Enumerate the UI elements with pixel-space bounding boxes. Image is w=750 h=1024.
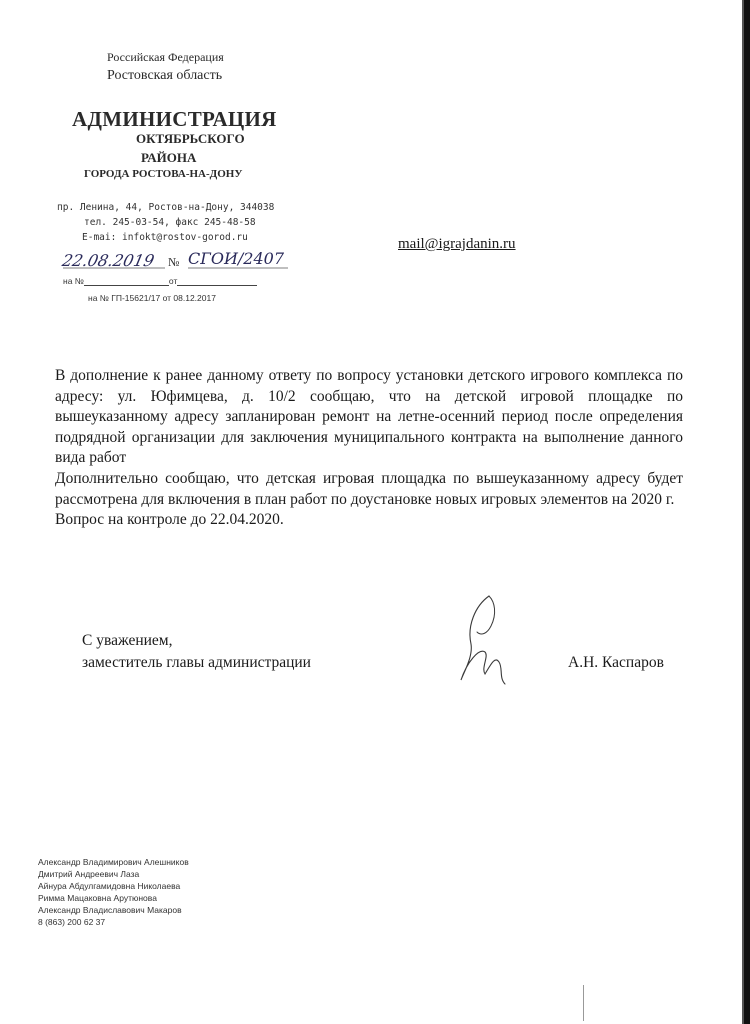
org-address: пр. Ленина, 44, Ростов-на-Дону, 344038	[57, 202, 275, 213]
executor-name: Александр Владиславович Макаров	[38, 905, 182, 915]
executors-list	[38, 856, 189, 928]
closing-regards: С уважением,	[82, 632, 173, 649]
executor-name: Айнура Абдулгамидовна Николаева	[38, 881, 181, 891]
handwritten-signature	[445, 592, 525, 692]
executor-name: Дмитрий Андреевич Лаза	[38, 869, 140, 879]
recipient-email[interactable]: mail@igrajdanin.ru	[398, 236, 516, 252]
number-sign: №	[168, 255, 180, 269]
handwritten-date: 22.08.2019	[60, 251, 156, 270]
ref-date-blank	[177, 276, 257, 286]
signature-stroke-main	[461, 596, 505, 684]
letter-body	[55, 366, 683, 531]
org-phone-fax: тел. 245-03-54, факс 245-48-58	[84, 217, 256, 228]
org-email: E-mai: infokt@rostov-gorod.ru	[82, 232, 248, 243]
incoming-reference-line	[63, 276, 278, 286]
signature-stroke-loop	[477, 596, 495, 634]
executor-name: Александр Владимирович Алешников	[38, 857, 189, 867]
executor-phone: 8 (863) 200 62 37	[38, 917, 106, 927]
handwritten-number: СГОИ/2407	[188, 249, 285, 268]
org-subtitle-line-1: ОКТЯБРЬСКОГО	[136, 131, 245, 146]
executor-name: Римма Мацаковна Арутюнова	[38, 893, 157, 903]
org-subtitle-line-2: РАЙОНА	[141, 150, 197, 165]
body-paragraph-3	[55, 510, 683, 531]
region-name: Ростовская область	[107, 68, 223, 83]
scan-fold-mark	[583, 985, 584, 1021]
reply-to-reference: на № ГП-15621/17 от 08.12.2017	[88, 293, 216, 303]
body-paragraph-2	[55, 469, 683, 510]
ref-number-blank	[84, 276, 169, 286]
ref-number-label: на №	[63, 276, 84, 286]
ref-date-label: от	[168, 276, 178, 286]
body-paragraph-3-text: Вопрос на контроле до 22.04.2020.	[55, 511, 284, 529]
org-subtitle-line-3: ГОРОДА РОСТОВА-НА-ДОНУ	[84, 168, 243, 180]
body-paragraph-2-text: Дополнительно сообщаю, что детская игровая площадка по вышеуказанному адресу будет рассмотрена для включения в план работ по доустановке новых игровых элементов на 2020 г.	[55, 469, 683, 508]
handwritten-outgoing-reference	[60, 244, 300, 272]
body-paragraph-1-text: В дополнение к ранее данному ответу по вопросу установки детского игрового комплекса по адресу: ул. Юфимцева, д. 10/2 сообщаю, что на детской игровой площадке по вышеуказанному адресу запланирован ремонт на летне-осенний период после определения подрядной организации для заключения муниципального контракта на выполнение данного вида работ	[55, 367, 683, 467]
scan-edge	[744, 0, 750, 1024]
org-title: АДМИНИСТРАЦИЯ	[72, 107, 277, 131]
signatory-name: А.Н. Каспаров	[568, 654, 664, 671]
body-paragraph-1	[55, 366, 683, 469]
signatory-position: заместитель главы администрации	[82, 654, 311, 671]
country-name: Российская Федерация	[107, 50, 224, 64]
